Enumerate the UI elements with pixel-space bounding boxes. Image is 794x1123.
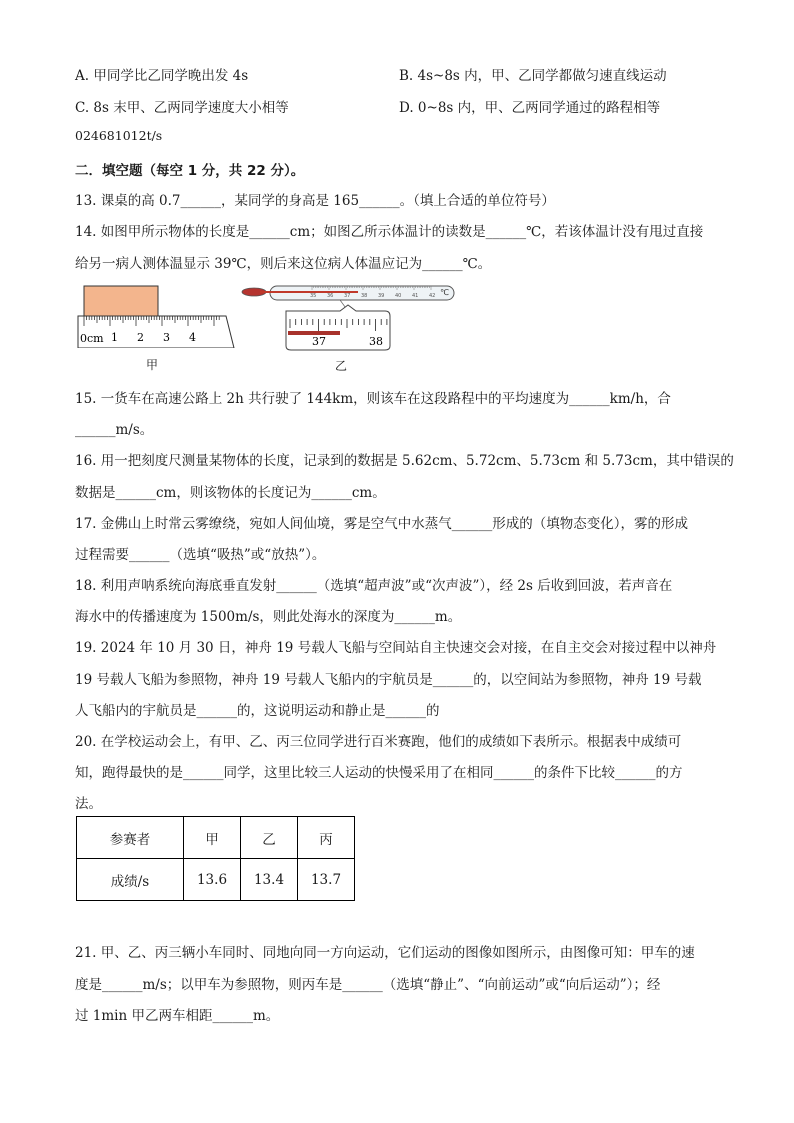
q12-option-c: C. 8s 末甲、乙两同学速度大小相等 [75,100,289,116]
scale-label-35: 35 [310,293,317,299]
question-17-line1: 17. 金佛山上时常云雾缭绕，宛如人间仙境，雾是空气中水蒸气______形成的（填物态变化），雾的形成 [75,516,689,532]
ruler-label-1: 1 [111,331,118,344]
question-19-line1: 19. 2024 年 10 月 30 日，神舟 19 号载人飞船与空间站自主快速交会对接，在自主交会对接过程中以神舟 [75,640,717,656]
scale-label-40: 40 [395,293,402,299]
thermometer-unit: ℃ [440,288,449,297]
table-cell: 13.7 [298,859,355,901]
figure-jia [76,284,238,374]
question-13: 13. 课桌的高 0.7______，某同学的身高是 165______。（填上合适的单位符号） [75,193,555,209]
question-18-line1: 18. 利用声呐系统向海底垂直发射______（选填“超声波”或“次声波”），经 2s 后收到回波，若声音在 [75,578,673,594]
q12-option-a: A. 甲同学比乙同学晚出发 4s [75,68,249,84]
question-19-line3: 人飞船内的宇航员是______的，这说明运动和静止是______的 [75,703,440,719]
ruler-diagram [76,284,238,348]
zoom-label-37: 37 [312,335,326,348]
table-header-row [77,817,355,859]
question-15-line2: ______m/s。 [75,422,154,438]
ruler-label-0: 0cm [80,332,104,345]
ruler-label-2: 2 [137,331,144,344]
scale-label-42: 42 [429,293,436,299]
q12-option-b: B. 4s~8s 内，甲、乙同学都做匀速直线运动 [399,68,667,84]
figure-yi-caption: 乙 [335,359,348,373]
question-21-line1: 21. 甲、乙、丙三辆小车同时、同地向同一方向运动，它们运动的图像如图所示，由图像可知：甲车的速 [75,945,695,961]
question-21-line2: 度是______m/s；以甲车为参照物，则丙车是______（选填“静止”、“向前运动”或“向后运动”）；经 [75,977,661,993]
table-header-cell: 甲 [184,817,241,859]
q12-option-d: D. 0~8s 内，甲、乙两同学通过的路程相等 [399,100,661,116]
figure-jia-caption: 甲 [146,358,159,372]
table-row [77,859,355,901]
section-title: 二．填空题（每空 1 分，共 22 分）。 [75,163,305,179]
question-15-line1: 15. 一货车在高速公路上 2h 共行驶了 144km，则该车在这段路程中的平均速度为______km/h，合 [75,391,671,407]
question-19-line2: 19 号载人飞船为参照物，神舟 19 号载人飞船内的宇航员是______的，以空间站为参照物，神舟 19 号载 [75,672,702,688]
measured-block [84,286,158,316]
table-header-cell: 参赛者 [77,817,184,859]
question-16-line1: 16. 用一把刻度尺测量某物体的长度，记录到的数据是 5.62cm、5.72cm、5.73cm 和 5.73cm，其中错误的 [75,453,734,469]
table-header-cell: 乙 [241,817,298,859]
scale-label-39: 39 [378,293,385,299]
zoom-label-38: 38 [369,335,383,348]
table-cell: 13.4 [241,859,298,901]
question-20-line2: 知，跑得最快的是______同学，这里比较三人运动的快慢采用了在相同______的条件下比较______的方 [75,765,683,781]
scale-label-41: 41 [412,293,419,299]
ruler-label-4: 4 [189,331,196,344]
question-21-line3: 过 1min 甲乙两车相距______m。 [75,1008,280,1024]
ruler-label-3: 3 [163,331,170,344]
table-cell: 13.6 [184,859,241,901]
scale-label-38: 38 [361,293,368,299]
thermometer-diagram [240,283,456,351]
figure-yi [240,283,456,375]
table-cell: 成绩/s [77,859,184,901]
question-20-line3: 法。 [75,796,102,812]
question-20-line1: 20. 在学校运动会上，有甲、乙、丙三位同学进行百米赛跑，他们的成绩如下表所示。根据表中成绩可 [75,734,682,750]
question-18-line2: 海水中的传播速度为 1500m/s，则此处海水的深度为______m。 [75,609,462,625]
scale-label-37: 37 [344,293,351,299]
scale-label-36: 36 [327,293,334,299]
question-14-line1: 14. 如图甲所示物体的长度是______cm；如图乙所示体温计的读数是______℃，若该体温计没有甩过直接 [75,224,704,240]
stray-axis-text: 024681012t/s [75,128,163,143]
question-16-line2: 数据是______cm，则该物体的长度记为______cm。 [75,485,386,501]
question-14-line2: 给另一病人测体温显示 39℃，则后来这位病人体温应记为______℃。 [75,256,492,272]
question-17-line2: 过程需要______（选填“吸热”或“放热”）。 [75,547,326,563]
table-header-cell: 丙 [298,817,355,859]
score-table [76,816,355,901]
